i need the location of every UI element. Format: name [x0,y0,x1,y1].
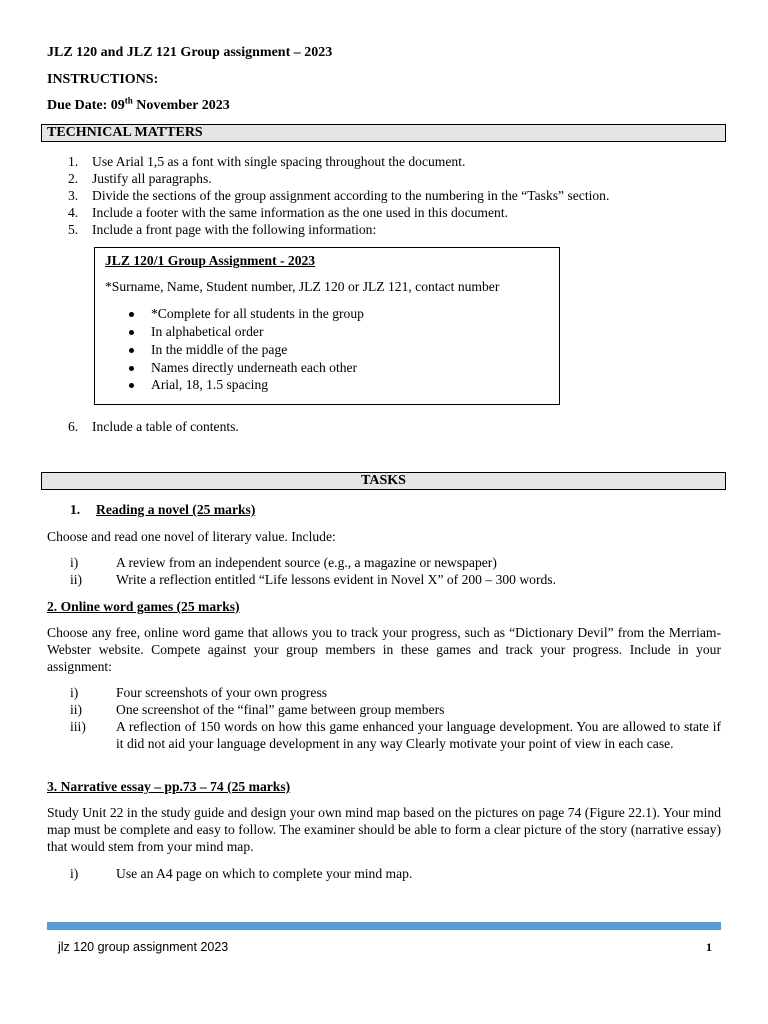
technical-item [68,221,728,238]
bullet-text: In the middle of the page [151,342,288,357]
due-date-rest: November 2023 [132,98,230,113]
technical-item [68,170,728,187]
bullet-icon [129,383,134,388]
item-number: 4. [68,205,79,220]
item-number: 1. [68,154,79,169]
roman-numeral: i) [70,866,79,881]
roman-numeral: i) [70,685,79,700]
roman-item-text: A review from an independent source (e.g., a magazine or newspaper) [116,555,497,570]
footer-text: jlz 120 group assignment 2023 [58,940,229,954]
item-text: Use Arial 1,5 as a font with single spacing throughout the document. [92,154,466,169]
tasks-heading [41,472,726,490]
item-number: 5. [68,222,79,237]
bullet-icon [129,366,134,371]
task1-heading [70,501,255,518]
technical-matters-heading-text: TECHNICAL MATTERS [47,125,203,140]
task2-intro: Choose any free, online word game that allows you to track your progress, such as “Dictionary Devil” from the Merriam-Webster website. Compete against your group members in these games and track your progress. Include in your assignment: [47,625,721,674]
item-number: 3. [68,188,79,203]
roman-item-text: Use an A4 page on which to complete your mind map. [116,866,413,881]
task1-title: Reading a novel (25 marks) [96,502,256,517]
task1-intro: Choose and read one novel of literary value. Include: [47,529,336,544]
roman-item-text: One screenshot of the “final” game between group members [116,702,445,717]
roman-item-text: Write a reflection entitled “Life lessons evident in Novel X” of 200 – 300 words. [116,572,556,587]
bullet-icon [129,330,134,335]
task3-heading: 3. Narrative essay – pp.73 – 74 (25 marks) [47,779,291,794]
item-text: Justify all paragraphs. [92,171,212,186]
roman-numeral: iii) [70,719,86,734]
task1-number: 1. [70,502,81,517]
technical-item [68,418,728,435]
item-number: 6. [68,419,79,434]
task2-heading: 2. Online word games (25 marks) [47,599,240,614]
technical-item [68,187,728,204]
bullet-icon [129,312,134,317]
bullet-icon [129,348,134,353]
due-date [47,97,230,114]
roman-numeral: i) [70,555,79,570]
roman-item-text: Four screenshots of your own progress [116,685,328,700]
instructions-label: INSTRUCTIONS: [47,72,159,87]
technical-item [68,204,728,221]
front-page-title: JLZ 120/1 Group Assignment - 2023 [105,253,316,268]
roman-numeral: ii) [70,572,83,587]
roman-item-text: A reflection of 150 words on how this game enhanced your language development. You are allowed to state if it did not aid your language development in any way Clearly motivate your point of view in each case. [116,719,721,751]
technical-item [68,153,728,170]
bullet-text: Names directly underneath each other [151,360,358,375]
item-text: Divide the sections of the group assignment according to the numbering in the “Tasks” section. [92,188,610,203]
bullet-text: In alphabetical order [151,324,264,339]
due-date-sup: th [124,95,133,106]
bullet-text: Arial, 18, 1.5 spacing [151,377,269,392]
front-page-info-box [94,247,560,405]
front-page-line: *Surname, Name, Student number, JLZ 120 or JLZ 121, contact number [105,279,500,294]
due-date-label: Due Date: 09 [47,98,125,113]
technical-matters-heading [41,124,726,142]
item-text: Include a front page with the following information: [92,222,377,237]
footer-divider [47,922,721,930]
item-number: 2. [68,171,79,186]
bullet-text: *Complete for all students in the group [151,306,364,321]
item-text: Include a table of contents. [92,419,239,434]
page-number: 1 [706,940,712,954]
item-text: Include a footer with the same information as the one used in this document. [92,205,509,220]
document-title: JLZ 120 and JLZ 121 Group assignment – 2023 [47,45,333,60]
task3-intro: Study Unit 22 in the study guide and design your own mind map based on the pictures on page 74 (Figure 22.1). Your mind map must be complete and easy to follow. The examiner should be able to form a clear picture of the story (narrative essay) that would stem from your mind map. [47,805,721,854]
roman-numeral: ii) [70,702,83,717]
tasks-heading-text: TASKS [361,473,406,488]
